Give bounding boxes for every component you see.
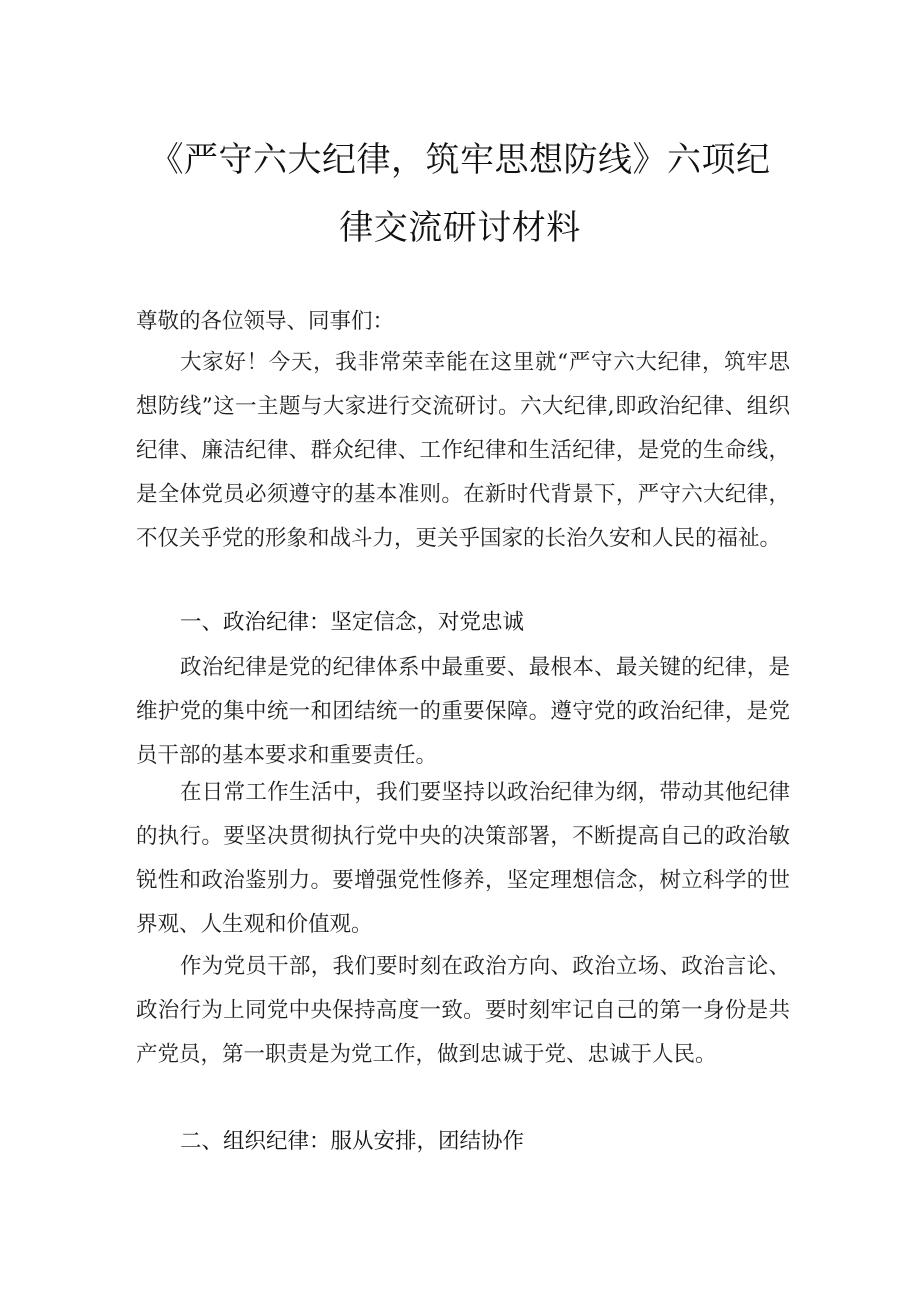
document-title-line-1: 《严守六大纪律，筑牢思想防线》六项纪 xyxy=(149,140,771,180)
body-paragraph: 在日常工作生活中，我们要坚持以政治纪律为纲，带动其他纪律的执行。要坚决贯彻执行党中央的决策部署，不断提高自己的政治敏锐性和政治鉴别力。要增强党性修养，坚定理想信念，树立科学的世界观、人生观和价值观。 xyxy=(136,780,790,937)
section-heading-political: 一、政治纪律：坚定信念，对党忠诚 xyxy=(180,610,525,635)
body-paragraph: 作为党员干部，我们要时刻在政治方向、政治立场、政治言论、政治行为上同党中央保持高度一致。要时刻牢记自己的第一身份是共产党员，第一职责是为党工作，做到忠诚于党、忠诚于人民。 xyxy=(136,954,790,1067)
intro-paragraph: 大家好！今天，我非常荣幸能在这里就“严守六大纪律，筑牢思想防线”这一主题与大家进行交流研讨。六大纪律,即政治纪律、组织纪律、廉洁纪律、群众纪律、工作纪律和生活纪律，是党的生命线，是全体党员必须遵守的基本准则。在新时代背景下，严守六大纪律，不仅关乎党的形象和战斗力，更关乎国家的长治久安和人民的福祉。 xyxy=(136,350,790,551)
greeting: 尊敬的各位领导、同事们： xyxy=(136,309,395,334)
section-heading-organizational: 二、组织纪律：服从安排，团结协作 xyxy=(180,1129,525,1154)
document-title-line-2: 律交流研讨材料 xyxy=(339,208,581,248)
body-paragraph: 政治纪律是党的纪律体系中最重要、最根本、最关键的纪律，是维护党的集中统一和团结统一的重要保障。遵守党的政治纪律，是党员干部的基本要求和重要责任。 xyxy=(136,655,790,768)
